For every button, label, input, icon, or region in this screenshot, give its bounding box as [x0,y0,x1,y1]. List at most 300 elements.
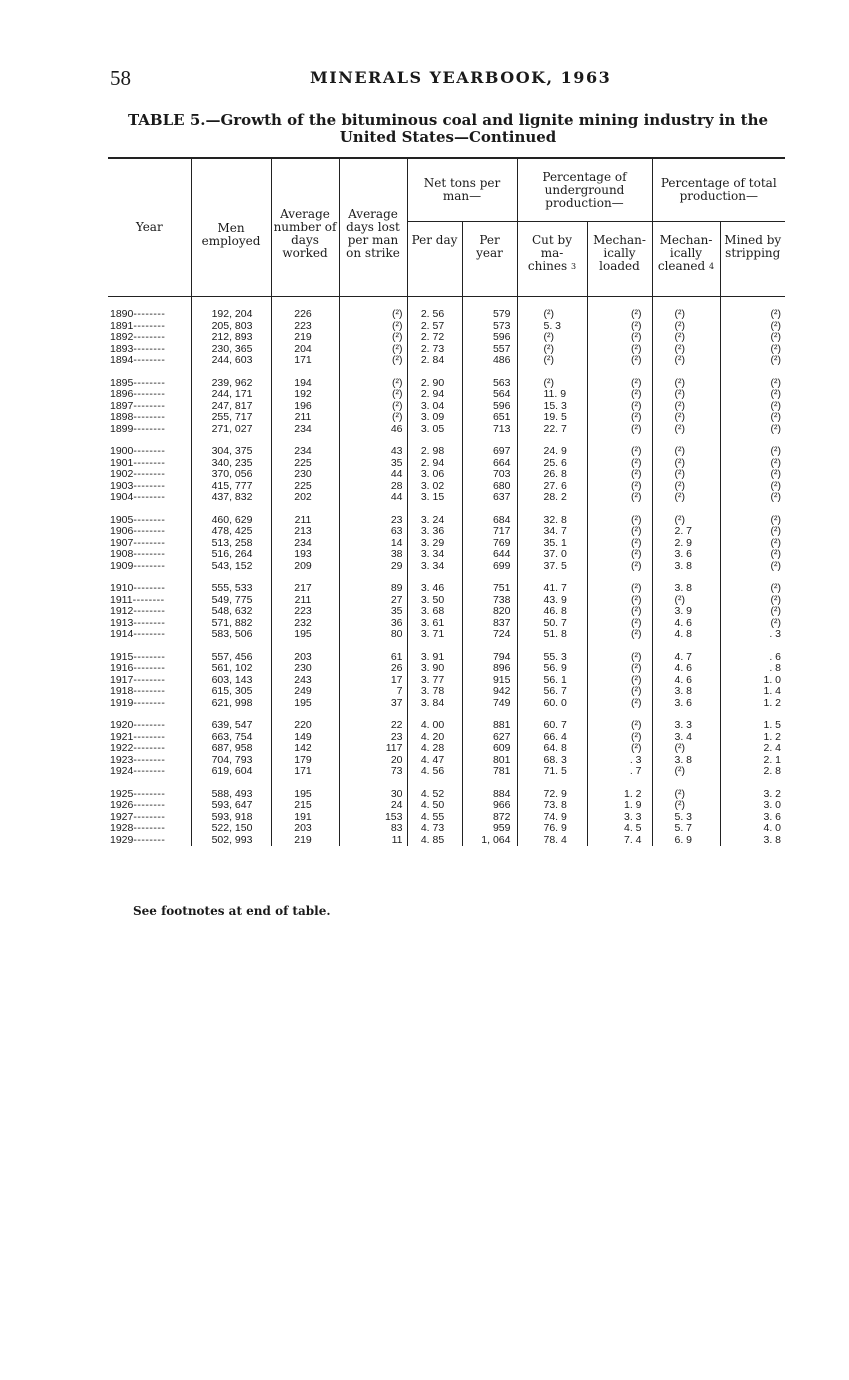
gap-cell [407,778,462,789]
cell-mech-loaded: (²) [587,675,652,687]
cell-men-employed: 370, 056 [191,469,271,481]
table-row [108,800,785,812]
leader-dots: -------- [133,753,166,766]
cell-days-worked: 234 [271,424,339,436]
year-label: 1920 [110,719,134,731]
year-label: 1906 [110,525,134,537]
group-gap [108,504,785,515]
cell-per-year: 579 [462,309,517,321]
cell-days-lost: (²) [339,401,407,413]
gap-cell [720,504,785,515]
cell-per-day: 3. 36 [407,526,462,538]
cell-per-day: 3. 24 [407,515,462,527]
header-days-worked: Average number of days worked [271,158,339,297]
cell-men-employed: 619, 604 [191,766,271,778]
cell-per-year: 751 [462,583,517,595]
footnote-ref-3: 3 [571,262,577,271]
cell-mech-cleaned: 3. 6 [652,549,720,561]
cell-cut-by-machines: 46. 8 [517,606,587,618]
header-rule-spacer [587,297,652,310]
table-row [108,766,785,778]
cell-mech-loaded: 1. 9 [587,800,652,812]
cell-mech-loaded: (²) [587,686,652,698]
cell-per-year: 627 [462,732,517,744]
cell-per-year: 564 [462,389,517,401]
year-label: 1915 [110,650,134,663]
cell-days-worked: 171 [271,766,339,778]
cell-cut-by-machines: (²) [517,344,587,356]
cell-per-year: 609 [462,743,517,755]
cell-mined-stripping: (²) [720,549,785,561]
cell-mined-stripping: (²) [720,458,785,470]
cell-days-lost: (²) [339,344,407,356]
cell-men-employed: 571, 882 [191,618,271,630]
cell-year [108,766,191,778]
table-row [108,309,785,321]
cell-men-employed: 460, 629 [191,515,271,527]
cell-cut-by-machines: 43. 9 [517,595,587,607]
cell-cut-by-machines: 19. 5 [517,412,587,424]
cell-cut-by-machines: (²) [517,355,587,367]
cell-per-year: 884 [462,789,517,801]
cell-year [108,561,191,573]
cell-mech-loaded: (²) [587,412,652,424]
cell-per-day: 4. 50 [407,800,462,812]
cell-men-employed: 603, 143 [191,675,271,687]
table-caption [110,112,786,146]
header-net-tons: Net tons per man— [407,158,517,222]
cell-men-employed: 340, 235 [191,458,271,470]
leader-dots: -------- [133,342,166,355]
cell-mech-cleaned: (²) [652,424,720,436]
cell-mech-loaded: (²) [587,720,652,732]
cell-per-year: 697 [462,446,517,458]
cell-days-worked: 226 [271,309,339,321]
cell-men-employed: 593, 647 [191,800,271,812]
leader-dots: -------- [133,308,166,320]
leader-dots: -------- [133,650,166,663]
gap-cell [517,641,587,652]
cell-days-lost: 44 [339,469,407,481]
cell-mech-loaded: (²) [587,321,652,333]
cell-days-lost: 35 [339,606,407,618]
gap-cell [587,778,652,789]
table-row [108,526,785,538]
cell-mech-loaded: (²) [587,698,652,710]
cell-per-day: 3. 02 [407,481,462,493]
year-label: 1896 [110,388,134,400]
cell-mech-cleaned: (²) [652,492,720,504]
cell-mined-stripping: (²) [720,355,785,367]
cell-men-employed: 549, 775 [191,595,271,607]
table-row [108,446,785,458]
leader-dots: -------- [133,513,166,526]
cell-mined-stripping: 4. 0 [720,823,785,835]
year-label: 1894 [110,354,134,366]
gap-cell [652,367,720,378]
cell-mined-stripping: (²) [720,424,785,436]
gap-cell [587,435,652,446]
year-label: 1905 [110,513,134,526]
cell-per-year: 872 [462,812,517,824]
cell-days-lost: 73 [339,766,407,778]
year-label: 1918 [110,685,134,697]
year-label: 1900 [110,445,134,457]
cell-per-day: 3. 29 [407,538,462,550]
cell-days-worked: 203 [271,652,339,664]
cell-per-day: 4. 55 [407,812,462,824]
cell-mech-loaded: (²) [587,561,652,573]
gap-cell [339,367,407,378]
cell-mech-cleaned: (²) [652,458,720,470]
cell-men-employed: 502, 993 [191,835,271,847]
cell-mech-cleaned: (²) [652,743,720,755]
cell-per-year: 557 [462,344,517,356]
cell-mech-loaded: (²) [587,492,652,504]
cell-cut-by-machines: 24. 9 [517,446,587,458]
cell-per-year: 717 [462,526,517,538]
gap-cell [407,504,462,515]
table-row [108,606,785,618]
cell-per-day: 3. 71 [407,629,462,641]
cell-mech-cleaned: 4. 6 [652,663,720,675]
cell-mined-stripping: 3. 8 [720,835,785,847]
year-label: 1903 [110,479,134,492]
cell-days-worked: 149 [271,732,339,744]
cell-mined-stripping: (²) [720,401,785,413]
cell-mech-cleaned: (²) [652,481,720,493]
cell-mech-cleaned: (²) [652,401,720,413]
cell-mined-stripping: (²) [720,618,785,630]
cell-mech-loaded: 3. 3 [587,812,652,824]
cell-per-day: 4. 73 [407,823,462,835]
cell-days-worked: 217 [271,583,339,595]
leader-dots: -------- [133,331,166,343]
gap-cell [191,641,271,652]
table-row [108,424,785,436]
cell-mined-stripping: (²) [720,446,785,458]
gap-cell [587,572,652,583]
cell-per-year: 563 [462,378,517,390]
cell-days-worked: 225 [271,481,339,493]
header-year: Year [108,158,191,297]
cell-mech-cleaned: (²) [652,321,720,333]
leader-dots: -------- [133,525,166,537]
cell-cut-by-machines: 66. 4 [517,732,587,744]
cell-mech-cleaned: 5. 3 [652,812,720,824]
leader-dots: -------- [133,582,166,594]
cell-mined-stripping: (²) [720,389,785,401]
cell-men-employed: 304, 375 [191,446,271,458]
cell-men-employed: 212, 893 [191,332,271,344]
table-row [108,469,785,481]
leader-dots: -------- [133,445,166,457]
cell-mined-stripping: (²) [720,606,785,618]
cell-mech-loaded: 7. 4 [587,835,652,847]
cell-per-day: 3. 34 [407,549,462,561]
table-row [108,720,785,732]
cell-men-employed: 588, 493 [191,789,271,801]
cell-cut-by-machines: (²) [517,378,587,390]
cell-days-worked: 204 [271,344,339,356]
cell-per-year: 486 [462,355,517,367]
cell-days-lost: (²) [339,355,407,367]
cell-per-day: 4. 56 [407,766,462,778]
cell-per-day: 2. 94 [407,389,462,401]
cell-mech-cleaned: 3. 3 [652,720,720,732]
cell-mech-cleaned: 3. 6 [652,698,720,710]
cell-days-lost: 37 [339,698,407,710]
cell-per-day: 3. 04 [407,401,462,413]
cell-days-worked: 223 [271,606,339,618]
cell-mech-loaded: (²) [587,743,652,755]
cell-days-lost: 61 [339,652,407,664]
cell-mech-loaded: (²) [587,378,652,390]
cell-cut-by-machines: 35. 1 [517,538,587,550]
cell-days-lost: 7 [339,686,407,698]
cell-men-employed: 192, 204 [191,309,271,321]
gap-cell [271,641,339,652]
leader-dots: -------- [133,696,166,709]
cell-days-worked: 232 [271,618,339,630]
cell-cut-by-machines: 34. 7 [517,526,587,538]
cell-mech-cleaned: 3. 4 [652,732,720,744]
group-gap [108,641,785,652]
leader-dots: -------- [133,422,166,435]
cell-men-employed: 687, 958 [191,743,271,755]
table-row [108,835,785,847]
cell-men-employed: 516, 264 [191,549,271,561]
cell-mined-stripping: (²) [720,583,785,595]
cell-per-year: 596 [462,332,517,344]
year-label: 1919 [110,696,134,709]
cell-mech-loaded: (²) [587,606,652,618]
cell-days-worked: 234 [271,446,339,458]
cell-days-lost: 28 [339,481,407,493]
cell-days-lost: 22 [339,720,407,732]
cell-men-employed: 561, 102 [191,663,271,675]
cell-per-day: 3. 46 [407,583,462,595]
cell-per-day: 3. 06 [407,469,462,481]
cell-men-employed: 255, 717 [191,412,271,424]
cell-days-lost: (²) [339,389,407,401]
gap-cell [339,778,407,789]
leader-dots: -------- [132,593,165,606]
data-table [108,157,785,846]
cell-per-year: 915 [462,675,517,687]
cell-mech-loaded: (²) [587,401,652,413]
cell-mech-cleaned: 3. 8 [652,583,720,595]
header-mech-loaded: Mechan- ically loaded [587,222,652,297]
gap-cell [587,504,652,515]
cell-cut-by-machines: 78. 4 [517,835,587,847]
cell-mech-cleaned: 3. 8 [652,755,720,767]
year-label: 1892 [110,331,134,343]
header-cut-label: Cut by ma- chines [527,233,572,273]
cell-mech-cleaned: (²) [652,595,720,607]
cell-mined-stripping: 1. 5 [720,720,785,732]
cell-days-lost: 23 [339,515,407,527]
cell-cut-by-machines: 22. 7 [517,424,587,436]
cell-mined-stripping: 1. 0 [720,675,785,687]
gap-cell [652,435,720,446]
gap-cell [462,641,517,652]
year-label: 1917 [110,673,134,686]
cell-days-lost: 26 [339,663,407,675]
cell-days-worked: 219 [271,332,339,344]
cell-days-worked: 203 [271,823,339,835]
cell-men-employed: 271, 027 [191,424,271,436]
cell-per-day: 4. 85 [407,835,462,847]
cell-days-worked: 213 [271,526,339,538]
year-label: 1910 [110,582,134,594]
cell-mech-cleaned: (²) [652,469,720,481]
cell-men-employed: 437, 832 [191,492,271,504]
cell-days-worked: 209 [271,561,339,573]
cell-mech-cleaned: 2. 7 [652,526,720,538]
table-row [108,332,785,344]
cell-mined-stripping: (²) [720,526,785,538]
leader-dots: -------- [133,479,166,492]
cell-days-worked: 243 [271,675,339,687]
group-gap [108,778,785,789]
cell-days-worked: 196 [271,401,339,413]
cell-men-employed: 543, 152 [191,561,271,573]
cell-per-day: 2. 57 [407,321,462,333]
cell-per-year: 684 [462,515,517,527]
cell-days-lost: 117 [339,743,407,755]
leader-dots: -------- [133,456,166,469]
cell-per-year: 596 [462,401,517,413]
leader-dots: -------- [133,730,166,743]
year-label: 1890 [110,308,134,320]
gap-cell [462,778,517,789]
page-number: 58 [110,66,131,90]
cell-men-employed: 478, 425 [191,526,271,538]
cell-days-lost: 83 [339,823,407,835]
cell-per-year: 820 [462,606,517,618]
cell-cut-by-machines: 5. 3 [517,321,587,333]
cell-mech-cleaned: 4. 6 [652,618,720,630]
cell-mech-loaded: (²) [587,526,652,538]
table-body [108,309,785,846]
year-label: 1926 [110,799,134,811]
cell-days-worked: 192 [271,389,339,401]
cell-mech-loaded: . 3 [587,755,652,767]
cell-days-worked: 249 [271,686,339,698]
cell-per-day: 2. 98 [407,446,462,458]
cell-per-year: 794 [462,652,517,664]
cell-mech-cleaned: (²) [652,766,720,778]
cell-mech-loaded: (²) [587,583,652,595]
cell-per-year: 713 [462,424,517,436]
cell-mech-loaded: 1. 2 [587,789,652,801]
cell-days-lost: 80 [339,629,407,641]
cell-per-year: 680 [462,481,517,493]
cell-cut-by-machines: 25. 6 [517,458,587,470]
cell-days-lost: 29 [339,561,407,573]
cell-days-lost: 17 [339,675,407,687]
cell-mined-stripping: 3. 6 [720,812,785,824]
cell-days-lost: 20 [339,755,407,767]
cell-mech-cleaned: (²) [652,309,720,321]
cell-men-employed: 593, 918 [191,812,271,824]
cell-per-day: 3. 50 [407,595,462,607]
cell-mined-stripping: (²) [720,561,785,573]
leader-dots: -------- [133,616,166,629]
cell-year [108,835,191,847]
cell-men-employed: 704, 793 [191,755,271,767]
year-label: 1925 [110,787,134,800]
cell-days-lost: 35 [339,458,407,470]
gap-cell [339,504,407,515]
cell-days-worked: 179 [271,755,339,767]
cell-days-lost: 36 [339,618,407,630]
cell-men-employed: 513, 258 [191,538,271,550]
cell-men-employed: 639, 547 [191,720,271,732]
header-per-year: Per year [462,222,517,297]
leader-dots: -------- [133,559,166,572]
cell-mined-stripping: 2. 1 [720,755,785,767]
cell-days-lost: 46 [339,424,407,436]
gap-cell [517,778,587,789]
cell-men-employed: 663, 754 [191,732,271,744]
year-label: 1891 [110,319,134,332]
gap-cell [271,367,339,378]
gap-cell [587,709,652,720]
gap-cell [652,778,720,789]
header-mined-stripping: Mined by stripping [720,222,785,297]
cell-mined-stripping: . 6 [720,652,785,664]
cell-per-day: 3. 34 [407,561,462,573]
cell-mech-loaded: (²) [587,629,652,641]
cell-per-year: 1, 064 [462,835,517,847]
cell-per-day: 3. 77 [407,675,462,687]
cell-per-year: 966 [462,800,517,812]
cell-mech-loaded: (²) [587,469,652,481]
leader-dots: -------- [133,742,166,754]
cell-men-employed: 583, 506 [191,629,271,641]
year-label: 1909 [110,559,134,572]
cell-men-employed: 244, 603 [191,355,271,367]
cell-cut-by-machines: 15. 3 [517,401,587,413]
leader-dots: -------- [133,536,166,549]
cell-cut-by-machines: 26. 8 [517,469,587,481]
header-per-day: Per day [407,222,462,297]
table-row [108,389,785,401]
cell-men-employed: 557, 456 [191,652,271,664]
cell-cut-by-machines: (²) [517,309,587,321]
cell-mech-loaded: (²) [587,446,652,458]
year-label: 1923 [110,753,134,766]
cell-cut-by-machines: 74. 9 [517,812,587,824]
running-head: MINERALS YEARBOOK, 1963 [310,68,612,87]
cell-days-worked: 215 [271,800,339,812]
cell-mech-cleaned: 4. 6 [652,675,720,687]
cell-men-employed: 244, 171 [191,389,271,401]
leader-dots: -------- [133,787,166,800]
leader-dots: -------- [133,822,166,834]
cell-mech-loaded: (²) [587,549,652,561]
cell-cut-by-machines: 27. 6 [517,481,587,493]
year-label: 1929 [110,833,134,846]
cell-mech-loaded: (²) [587,663,652,675]
year-label: 1913 [110,616,134,629]
leader-dots: -------- [133,833,166,846]
cell-year [108,698,191,710]
cell-per-day: 3. 61 [407,618,462,630]
cell-per-year: 881 [462,720,517,732]
